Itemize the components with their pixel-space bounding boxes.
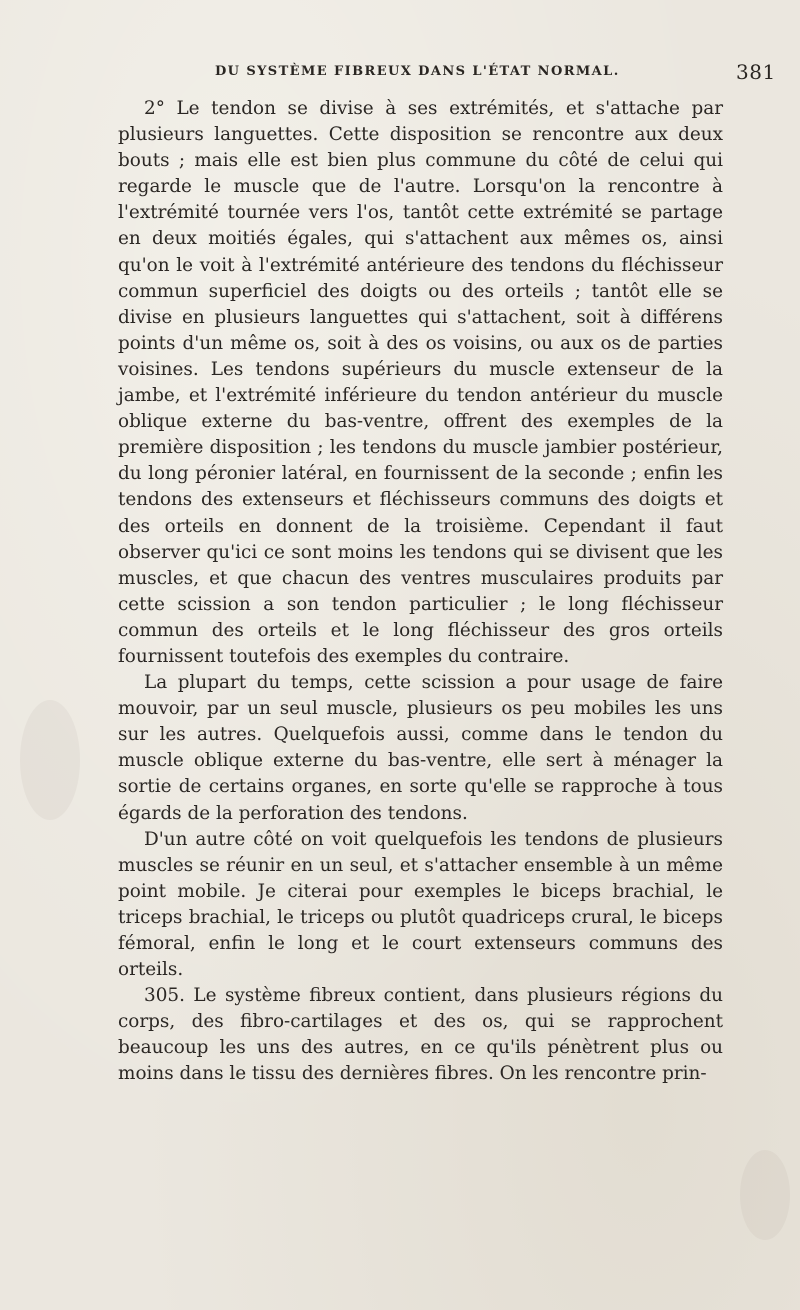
running-head <box>0 58 800 88</box>
paragraph-fibro-cartilages: 305. Le système fibreux contient, dans plusieurs régions du corps, des fibro-cartilages et des os, qui se rapprochent beaucoup les uns des autres, en ce qu'ils pénètrent plus ou moins dans le tissu des dernières fibres. On les rencontre prin- <box>118 985 723 1085</box>
paragraph-scission-usage: La plupart du temps, cette scission a pour usage de faire mouvoir, par un seul muscle, plusieurs os peu mobiles les uns sur les autres. Quelquefois aussi, comme dans le tendon du muscle oblique externe du bas-ventre, elle sert à ménager la sortie de certains organes, en sorte qu'elle se rapproche à tous égards de la perforation des tendons. <box>118 672 723 824</box>
paper-stain <box>740 1150 790 1240</box>
page-number: 381 <box>736 60 776 84</box>
body-text <box>118 96 723 1088</box>
paper-stain <box>20 700 80 820</box>
paragraph-tendon-division: 2° Le tendon se divise à ses extrémités, et s'attache par plusieurs languettes. Cette disposition se rencontre aux deux bouts ; mais elle est bien plus commune du côté de celui qui regarde le muscle que de l'autre. Lorsqu'on la rencontre à l'extrémité tournée vers l'os, tantôt cette extrémité se partage en deux moitiés égales, qui s'attachent aux mêmes os, ainsi qu'on le voit à l'extrémité antérieure des tendons du fléchisseur commun superficiel des doigts ou des orteils ; tantôt elle se divise en plusieurs languettes qui s'attachent, soit à différens points d'un même os, soit à des os voisins, ou aux os de parties voisines. Les tendons supérieurs du muscle extenseur de la jambe, et l'extrémité inférieure du tendon antérieur du muscle oblique externe du bas-ventre, offrent des exemples de la première disposition ; les tendons du muscle jambier postérieur, du long péronier latéral, en fournissent de la seconde ; enfin les tendons des extenseurs et fléchisseurs communs des doigts et des orteils en donnent de la troisième. Cependant il faut observer qu'ici ce sont moins les tendons qui se divisent que les muscles, et que chacun des ventres musculaires produits par cette scission a son tendon particulier ; le long fléchisseur commun des orteils et le long fléchisseur des gros orteils fournissent toutefois des exemples du contraire. <box>118 98 723 667</box>
running-title: DU SYSTÈME FIBREUX DANS L'ÉTAT NORMAL. <box>215 64 620 79</box>
paragraph-tendon-reunion: D'un autre côté on voit quelquefois les tendons de plusieurs muscles se réunir en un seul, et s'attacher ensemble à un même point mobile. Je citerai pour exemples le biceps brachial, le triceps brachial, le triceps ou plutôt quadriceps crural, le biceps fémoral, enfin le long et le court extenseurs communs des orteils. <box>118 828 723 981</box>
